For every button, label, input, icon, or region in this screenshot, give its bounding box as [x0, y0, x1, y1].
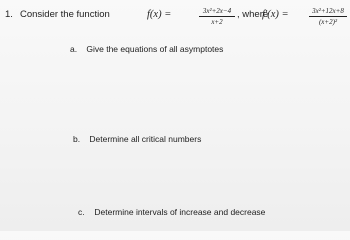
where-text: , where [237, 9, 269, 20]
part-b-letter: b. [73, 134, 81, 144]
part-c-letter: c. [78, 207, 85, 217]
part-a-letter: a. [70, 44, 78, 54]
part-a [70, 44, 223, 55]
function-fraction [199, 7, 235, 26]
question-number: 1. [5, 9, 13, 20]
derivative-label: f′(x) = [262, 9, 289, 20]
function-denominator: x+2 [211, 18, 223, 26]
part-b-text: Determine all critical numbers [89, 134, 202, 144]
derivative-denominator: (x+2)² [318, 18, 338, 26]
derivative-numerator: 3x²+12x+8 [312, 7, 344, 15]
part-c-text: Determine intervals of increase and decrease [94, 207, 266, 217]
part-c [78, 207, 265, 218]
function-label: f(x) = [147, 9, 172, 20]
derivative-fraction [309, 7, 347, 26]
part-a-text: Give the equations of all asymptotes [86, 44, 224, 54]
question-intro: Consider the function [20, 9, 110, 20]
part-b [73, 134, 201, 145]
function-numerator: 3x²+2x−4 [202, 7, 232, 15]
